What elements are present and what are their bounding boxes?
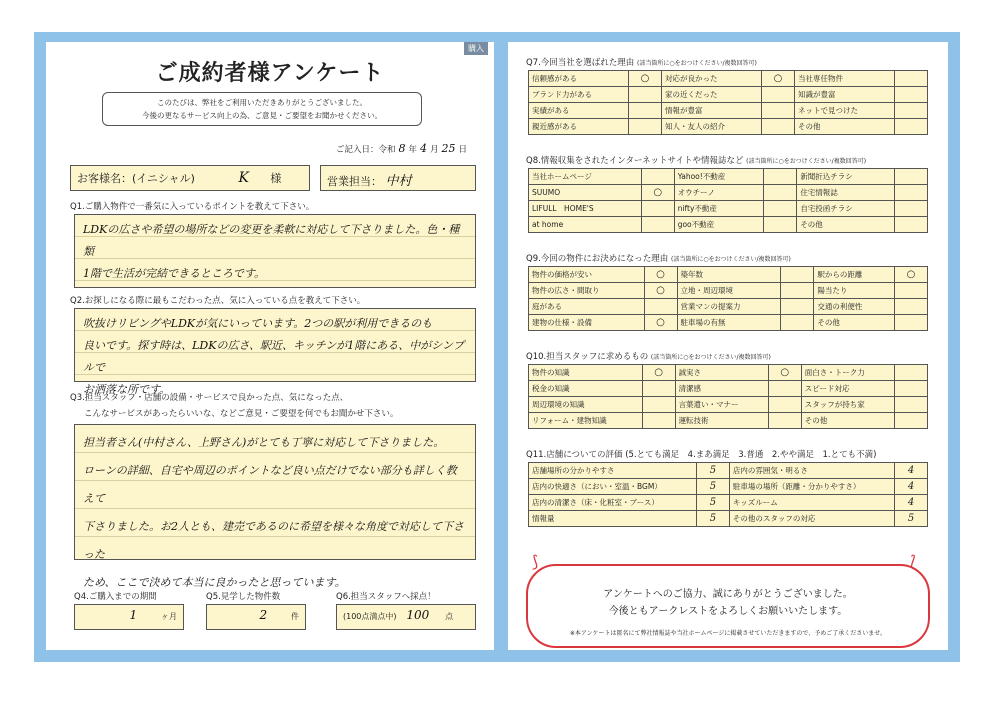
q6-value: 100 (406, 608, 430, 622)
option-label: ブランド力がある (529, 87, 629, 103)
option-label: 店内の快適さ（におい・室温・BGM） (529, 479, 697, 495)
option-label: ネットで見つけた (795, 103, 895, 119)
table-row (529, 495, 928, 511)
staff-name: 中村 (385, 174, 412, 189)
answer-mark: ○ (641, 185, 674, 201)
ribbon-icon: ⟆ (532, 552, 539, 571)
option-label: スピード対応 (801, 381, 894, 397)
q6-prefix: (100点満点中) (343, 612, 397, 621)
option-label: 住宅情報誌 (797, 185, 895, 201)
q3-line: 担当者さん(中村さん、上野さん)がとても丁寧に対応して下さりました。 (83, 436, 445, 449)
table-row (529, 413, 928, 429)
option-label: 新聞折込チラシ (797, 169, 895, 185)
q8-table (528, 168, 928, 233)
q2-answer (74, 308, 476, 396)
date-month-unit: 月 (430, 145, 439, 155)
table-row (529, 185, 928, 201)
q1-line: 1階で生活が完結できるところです。 (83, 267, 266, 280)
q2-line: 吹抜けリビングやLDKが気にいっています。2つの駅が利用できるのも (83, 317, 433, 330)
table-row (529, 103, 928, 119)
answer-mark (762, 103, 795, 119)
q3-line: 下さりました。お2人とも、建売であるのに希望を様々な角度で対応して下さった (83, 520, 464, 561)
q3-line: ローンの詳細、自宅や周辺のポイントなど良い点だけでない部分も詳しく教えて (83, 464, 457, 505)
option-label: 自宅投函チラシ (797, 201, 895, 217)
customer-suffix: 様 (270, 172, 282, 185)
answer-mark (642, 381, 675, 397)
option-label: goo不動産 (674, 217, 764, 233)
table-row (529, 479, 928, 495)
answer-mark: ○ (644, 315, 677, 331)
q1-question: Q1.ご購入物件で一番気に入っているポイントを教えて下さい。 (70, 202, 315, 212)
option-label: その他 (795, 119, 895, 135)
q3-question-line: Q3.担当スタッフ・店舗の設備・サービスで良かった点、気になった点、 (70, 393, 349, 403)
answer-mark (781, 267, 814, 283)
answer-mark (895, 201, 928, 217)
staff-label: 営業担当： (327, 175, 382, 188)
option-label: 言葉遣い・マナー (675, 397, 768, 413)
answer-mark: 4 (895, 495, 928, 511)
answer-mark (895, 185, 928, 201)
option-label: 家の近くだった (662, 87, 762, 103)
answer-mark (895, 397, 928, 413)
answer-mark: 5 (895, 511, 928, 527)
q2-line: お洒落な所です。 (83, 383, 171, 396)
answer-mark (641, 217, 674, 233)
thanks-note: ※本アンケートは匿名にて弊社情報誌や当社ホームページに掲載させていただきますので、予めご了承くださいませ。 (569, 630, 887, 637)
answer-mark: ○ (768, 365, 801, 381)
answer-mark: ○ (642, 365, 675, 381)
table-row (529, 283, 928, 299)
table-row (529, 381, 928, 397)
answer-mark: 4 (895, 479, 928, 495)
answer-mark (641, 201, 674, 217)
option-label: 立地・周辺環境 (677, 283, 781, 299)
option-label: 清潔感 (675, 381, 768, 397)
option-label: 物件の知識 (529, 365, 643, 381)
answer-mark (895, 381, 928, 397)
answer-mark (644, 299, 677, 315)
q9-title: Q9.今回の物件にお決めになった理由 (526, 254, 669, 264)
q3-line: ため、ここで決めて本当に良かったと思っています。 (83, 576, 346, 589)
option-label: LIFULL HOME'S (529, 201, 642, 217)
q1-answer (74, 214, 476, 288)
answer-mark (895, 103, 928, 119)
entry-date (336, 142, 467, 155)
date-day: 25 (441, 142, 456, 155)
q7-question (526, 56, 757, 68)
table-row (529, 397, 928, 413)
date-year-unit: 年 (408, 145, 418, 155)
option-label: 駐車場の有無 (677, 315, 781, 331)
table-row (529, 463, 928, 479)
ribbon-icon: ⟅ (910, 552, 917, 571)
purchase-tag: 購入 (464, 42, 488, 55)
table-row (529, 217, 928, 233)
answer-mark: ○ (895, 267, 928, 283)
q1-line: LDKの広さや希望の場所などの変更を柔軟に対応して下さりました。色・種類 (83, 223, 460, 258)
option-label: 面白さ・トーク力 (801, 365, 894, 381)
q4-answer (74, 604, 184, 630)
answer-mark (768, 381, 801, 397)
q9-table (528, 266, 928, 331)
right-page (508, 42, 948, 650)
answer-mark (642, 397, 675, 413)
option-label: オウチーノ (674, 185, 764, 201)
answer-mark (768, 397, 801, 413)
table-row (529, 169, 928, 185)
answer-mark (762, 119, 795, 135)
intro-line: このたびは、弊社をご利用いただきありがとうございました。 (157, 98, 367, 107)
option-label: 庭がある (529, 299, 645, 315)
table-row (529, 201, 928, 217)
thanks-line: 今後ともアークレストをよろしくお願いいたします。 (608, 606, 848, 617)
answer-mark (895, 71, 928, 87)
q11-question: Q11.店舗についての評価 (5.とても満足 4.まあ満足 3.普通 2.やや満足 1.とても不満) (526, 450, 877, 460)
answer-mark (895, 315, 928, 331)
answer-mark (895, 119, 928, 135)
q4-unit: ヶ月 (161, 612, 177, 621)
date-year: 8 (398, 142, 406, 155)
q7-title: Q7.今回当社を選ばれた理由 (526, 58, 635, 68)
q3-answer (74, 424, 476, 589)
q8-title: Q8.情報収集をされたインターネットサイトや情報誌など (526, 156, 744, 166)
q8-question (526, 154, 866, 166)
q2-line: 良いです。探す時は、LDKの広さ、駅近、キッチンが1階にある、中がシンプルで (83, 339, 464, 374)
option-label: キッズルーム (729, 495, 894, 511)
q10-table (528, 364, 928, 429)
q6-answer (336, 604, 476, 630)
option-label: 築年数 (677, 267, 781, 283)
answer-mark: 5 (696, 511, 729, 527)
option-label: 店内の清潔さ（床・化粧室・ブース） (529, 495, 697, 511)
customer-name-box (70, 165, 310, 191)
option-label: 親近感がある (529, 119, 629, 135)
q9-question (526, 252, 791, 264)
option-label: 当社専任物件 (795, 71, 895, 87)
option-label: 実績がある (529, 103, 629, 119)
answer-mark (895, 413, 928, 429)
option-label: 周辺環境の知識 (529, 397, 643, 413)
option-label: 対応が良かった (662, 71, 762, 87)
option-label: 物件の広さ・間取り (529, 283, 645, 299)
option-label: 陽当たり (814, 283, 895, 299)
q5-answer (206, 604, 306, 630)
q3-question-line: こんなサービスがあったらいいな、などご意見・ご要望を何でもお聞かせ下さい。 (84, 409, 399, 419)
answer-mark (895, 217, 928, 233)
date-label: ご記入日：令和 (336, 145, 396, 155)
option-label: その他 (801, 413, 894, 429)
option-label: その他 (797, 217, 895, 233)
answer-mark (781, 283, 814, 299)
answer-mark (895, 365, 928, 381)
table-row (529, 365, 928, 381)
option-label: at home (529, 217, 642, 233)
option-label: 情報量 (529, 511, 697, 527)
option-label: リフォーム・建物知識 (529, 413, 643, 429)
answer-mark (762, 87, 795, 103)
answer-mark: ○ (629, 71, 662, 87)
option-label: 運転技術 (675, 413, 768, 429)
intro-box (102, 92, 422, 126)
option-label: 建物の仕様・設備 (529, 315, 645, 331)
option-label: SUUMO (529, 185, 642, 201)
answer-mark (895, 283, 928, 299)
answer-mark (642, 413, 675, 429)
customer-initial: K (238, 170, 249, 186)
q4-question: Q4.ご購入までの期間 (74, 592, 157, 602)
option-label: その他のスタッフの対応 (729, 511, 894, 527)
option-label: 物件の価格が安い (529, 267, 645, 283)
answer-mark: ○ (644, 267, 677, 283)
q5-unit: 件 (291, 612, 299, 621)
option-label: 信頼感がある (529, 71, 629, 87)
table-row (529, 71, 928, 87)
answer-mark (768, 413, 801, 429)
q8-note: (該当箇所に○をおつけください/複数回答可) (746, 158, 867, 165)
q3-question (70, 390, 398, 422)
q6-unit: 点 (445, 612, 454, 621)
customer-label: お客様名：(イニシャル) (77, 172, 195, 185)
answer-mark (895, 299, 928, 315)
option-label: 店舗場所の分かりやすさ (529, 463, 697, 479)
answer-mark (895, 169, 928, 185)
answer-mark: 5 (696, 495, 729, 511)
option-label: 誠実さ (675, 365, 768, 381)
thanks-box (526, 564, 930, 648)
answer-mark: 4 (895, 463, 928, 479)
answer-mark (629, 103, 662, 119)
answer-mark (764, 169, 797, 185)
option-label: 知識が豊富 (795, 87, 895, 103)
thanks-line: アンケートへのご協力、誠にありがとうございました。 (603, 589, 853, 600)
option-label: 知人・友人の紹介 (662, 119, 762, 135)
option-label: nifty不動産 (674, 201, 764, 217)
date-day-unit: 日 (458, 145, 468, 155)
intro-line: 今後の更なるサービス向上の為、ご意見・ご要望をお聞かせください。 (142, 111, 382, 120)
option-label: スタッフが持ち家 (801, 397, 894, 413)
answer-mark (895, 87, 928, 103)
option-label: 情報が豊富 (662, 103, 762, 119)
option-label: その他 (814, 315, 895, 331)
option-label: 当社ホームページ (529, 169, 642, 185)
table-row (529, 315, 928, 331)
answer-mark: 5 (696, 479, 729, 495)
q10-note: (該当箇所に○をおつけください/複数回答可) (650, 354, 771, 361)
answer-mark (764, 185, 797, 201)
q10-title: Q10.担当スタッフに求めるもの (526, 352, 649, 362)
survey-sheet (34, 32, 960, 662)
q7-table (528, 70, 928, 135)
answer-mark (764, 201, 797, 217)
answer-mark (629, 119, 662, 135)
q5-question: Q5.見学した物件数 (206, 592, 281, 602)
option-label: 営業マンの提案力 (677, 299, 781, 315)
answer-mark (781, 299, 814, 315)
table-row (529, 87, 928, 103)
option-label: 税金の知識 (529, 381, 643, 397)
table-row (529, 119, 928, 135)
answer-mark: ○ (762, 71, 795, 87)
q4-value: 1 (129, 608, 138, 622)
answer-mark: 5 (696, 463, 729, 479)
q7-note: (該当箇所に○をおつけください/複数回答可) (637, 60, 757, 67)
answer-mark: ○ (644, 283, 677, 299)
date-month: 4 (420, 142, 428, 155)
q5-value: 2 (259, 608, 268, 622)
answer-mark (781, 315, 814, 331)
table-row (529, 299, 928, 315)
page-title: ご成約者様アンケート (155, 61, 385, 86)
option-label: 駅からの距離 (814, 267, 895, 283)
q11-table (528, 462, 928, 527)
option-label: 店内の雰囲気・明るさ (729, 463, 894, 479)
answer-mark (764, 217, 797, 233)
table-row (529, 511, 928, 527)
answer-mark (641, 169, 674, 185)
q9-note: (該当箇所に○をおつけください/複数回答可) (671, 256, 791, 263)
left-page (46, 42, 494, 650)
table-row (529, 267, 928, 283)
q10-question (526, 350, 771, 362)
option-label: 交通の利便性 (814, 299, 895, 315)
answer-mark (629, 87, 662, 103)
option-label: Yahoo!不動産 (674, 169, 764, 185)
q2-question: Q2.お探しになる際に最もこだわった点、気に入っている点を教えて下さい。 (70, 296, 366, 306)
option-label: 駐車場の場所（距離・分かりやすさ） (729, 479, 894, 495)
q6-question: Q6.担当スタッフへ採点！ (336, 592, 436, 602)
staff-box (320, 165, 476, 191)
